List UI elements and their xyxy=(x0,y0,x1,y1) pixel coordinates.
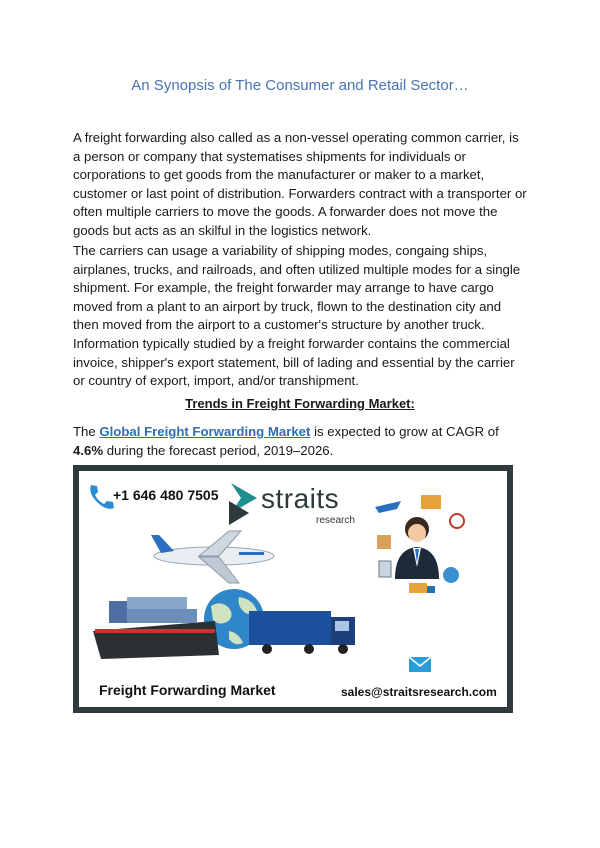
small-plane-icon xyxy=(375,501,401,513)
paragraph-trends xyxy=(73,423,529,460)
brand-name: straits xyxy=(261,483,340,514)
trends-middle: is expected to grow at CAGR of xyxy=(310,424,499,439)
straits-logo-icon xyxy=(229,483,257,525)
airplane-icon xyxy=(151,531,274,583)
paragraph-carriers: The carriers can usage a variability of shipping modes, congaing ships, airplanes, trucks, and railroads, and often utilized multiple modes for a single shipment. For example, the freight forwarder may arrange to have cargo moved from a plant to an airport by truck, flown to the destination city and then moved from the airport to a customer's structure by another truck. Information typically studied by a freight forwarder contains the commercial invoice, shipper's export statement, bill of lading and essential by the carrier or country of export, import, and/or transhipment. xyxy=(73,243,521,389)
trends-prefix: The xyxy=(73,424,100,439)
box-icon xyxy=(377,535,391,549)
delivery-truck-icon xyxy=(409,583,435,593)
truck-icon xyxy=(249,611,355,654)
document-icon xyxy=(379,561,391,577)
businessman-icon xyxy=(395,517,439,579)
cargo-ship-icon xyxy=(93,597,219,659)
paragraph-intro: A freight forwarding also called as a non-vessel operating common carrier, is a person or company that systematises shipments for individuals or corporations to get goods from the manufacturer or maker to a market, customer or last point of distribution. Forwarders contract with a transporter or often multiple carriers to move the goods. A forwarder does not move the goods but acts as an skilful in the logistics network. xyxy=(73,130,527,238)
phone-icon xyxy=(90,485,114,509)
cagr-value: 4.6% xyxy=(73,442,104,458)
section-heading: Trends in Freight Forwarding Market: xyxy=(185,396,415,411)
brand-subtitle: research xyxy=(316,515,355,526)
banner-email: sales@straitsresearch.com xyxy=(341,685,497,699)
trends-suffix: during the forecast period, 2019–2026. xyxy=(103,442,334,458)
banner-phone: +1 646 480 7505 xyxy=(113,487,219,503)
timer-icon xyxy=(450,514,464,528)
page-title: An Synopsis of The Consumer and Retail Sector… xyxy=(131,77,469,94)
promo-banner-inner xyxy=(79,471,507,707)
globe-small-icon xyxy=(443,567,459,583)
market-link[interactable]: Global Freight Forwarding Market xyxy=(99,424,311,439)
folder-icon xyxy=(421,495,441,509)
banner-market-label: Freight Forwarding Market xyxy=(99,682,276,698)
promo-banner xyxy=(73,465,513,713)
mail-icon xyxy=(409,657,431,672)
